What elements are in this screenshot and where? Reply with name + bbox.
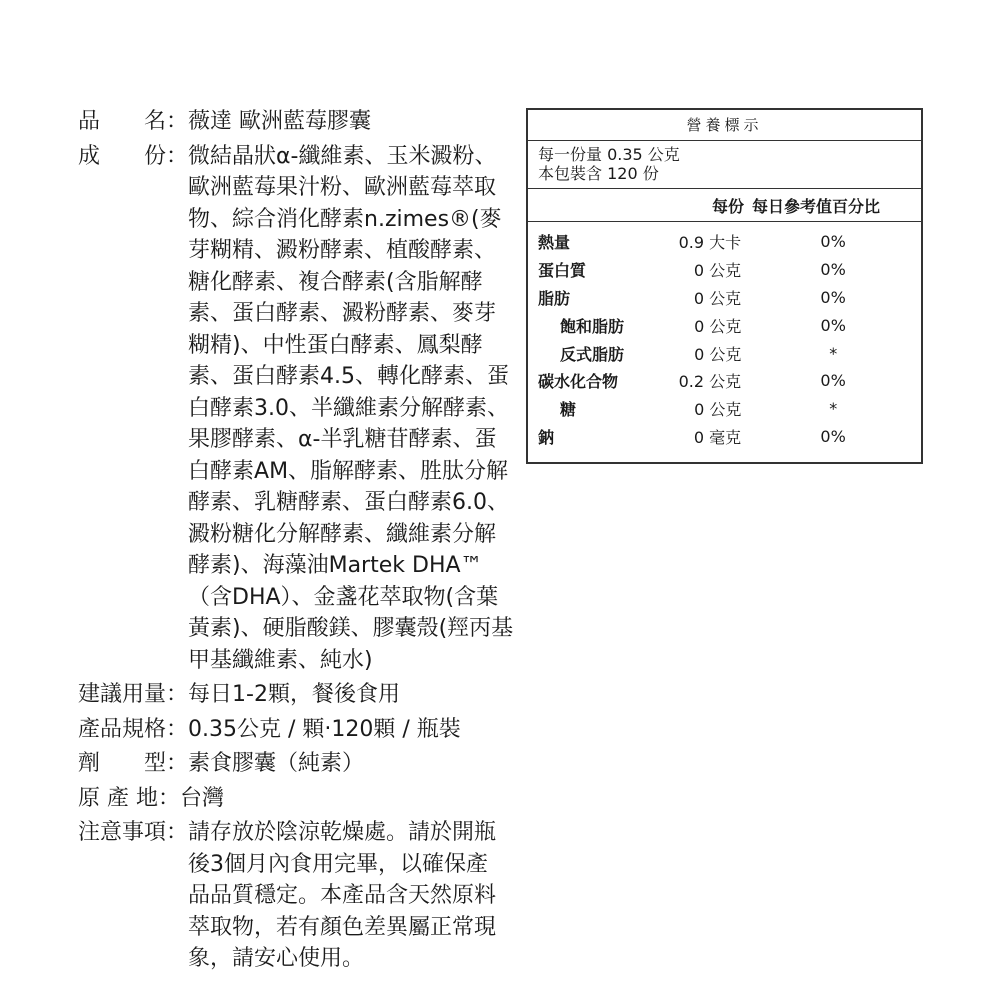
nutrition-facts-panel — [526, 108, 923, 464]
nutrition-row — [528, 367, 921, 395]
nutrient-amount: 0 公克 — [693, 261, 742, 281]
spec-text: 0.35公克 / 顆‧120顆 / 瓶裝 — [188, 716, 461, 742]
column-per-serving: 每份 — [711, 196, 744, 216]
nutrition-row — [528, 395, 921, 423]
servings-per-pack: 本包裝含 120 份 — [538, 164, 659, 183]
nutrition-row — [528, 256, 921, 284]
nutrient-pct: 0% — [820, 287, 846, 307]
nutrient-name: 糖 — [560, 400, 577, 420]
form-label: 劑 型： — [78, 751, 189, 776]
usage-text: 每日1-2顆，餐後食用 — [188, 682, 400, 707]
nutrient-pct: 0% — [820, 426, 846, 446]
nutrient-name: 飽和脂肪 — [560, 316, 625, 336]
serving-size: 每一份量 0.35 公克 — [538, 145, 680, 164]
nutrition-rows — [528, 222, 921, 450]
ingredients-row — [78, 141, 518, 677]
nutrient-pct: 0% — [820, 315, 846, 335]
form-text: 素食膠囊（純素） — [188, 751, 365, 776]
product-name-row — [78, 106, 518, 138]
origin-label: 原 產 地： — [78, 785, 180, 811]
nutrient-amount: 0.2 公克 — [678, 372, 742, 392]
nutrient-amount: 0 公克 — [693, 288, 742, 308]
nutrient-pct: 0% — [820, 260, 846, 280]
ingredients-label: 成 份： — [78, 143, 189, 169]
nutrient-name: 蛋白質 — [538, 261, 587, 281]
nutrient-pct: * — [829, 343, 838, 363]
nutrition-row — [528, 284, 921, 312]
nutrient-name: 碳水化合物 — [538, 372, 619, 392]
product-spec-block — [78, 106, 518, 978]
notes-text: 請存放於陰涼乾燥處。請於開瓶後3個月內食用完畢，以確保產品品質穩定。本產品含天然原料萃取物，若有顏色差異屬正常現象，請安心使用。 — [188, 820, 497, 971]
origin-row — [78, 783, 518, 815]
nutrient-name: 熱量 — [538, 233, 571, 253]
nutrient-amount: 0 毫克 — [693, 427, 742, 447]
product-name: 薇達 歐洲藍莓膠囊 — [188, 109, 372, 134]
nutrient-amount: 0.9 大卡 — [678, 233, 742, 253]
origin-text: 台灣 — [180, 785, 225, 811]
nutrient-amount: 0 公克 — [694, 344, 742, 364]
product-name-label: 品 名： — [78, 109, 189, 134]
form-row — [78, 748, 518, 780]
nutrition-row — [528, 423, 921, 451]
usage-row — [78, 679, 518, 711]
nutrient-amount: 0 公克 — [694, 316, 742, 336]
nutrient-name: 反式脂肪 — [560, 344, 625, 364]
nutrient-pct: * — [829, 399, 838, 419]
nutrition-row — [528, 311, 921, 339]
nutrient-name: 脂肪 — [538, 288, 571, 308]
usage-label: 建議用量： — [78, 682, 189, 707]
nutrient-name: 鈉 — [538, 427, 555, 447]
nutrition-column-header — [528, 189, 921, 222]
nutrient-pct: 0% — [820, 232, 846, 252]
nutrition-row — [528, 339, 921, 367]
spec-row — [78, 714, 518, 746]
serving-info — [528, 141, 921, 189]
nutrient-amount: 0 公克 — [694, 400, 742, 420]
column-daily-pct: 每日參考值百分比 — [752, 196, 881, 216]
nutrition-title: 營養標示 — [528, 110, 921, 141]
notes-row — [78, 817, 518, 975]
nutrition-row — [528, 228, 921, 256]
nutrient-pct: 0% — [820, 371, 846, 391]
spec-label: 產品規格： — [78, 716, 189, 742]
ingredients-text: 微結晶狀α-纖維素、玉米澱粉、歐洲藍莓果汁粉、歐洲藍莓萃取物、綜合消化酵素n.zimes®(麥芽糊精、澱粉酵素、植酸酵素、糖化酵素、複合酵素(含脂解酵素、蛋白酵素、澱粉酵素、麥芽糊精)、中性蛋白酵素、鳳梨酵素、蛋白酵素4.5、轉化酵素、蛋白酵素3.0、半纖維素分解酵素、果膠酵素、α-半乳糖苷酵素、蛋白酵素AM、脂解酵素、胜肽分解酵素、乳糖酵素、蛋白酵素6.0、澱粉糖化分解酵素、纖維素分解酵素)、海藻油Martek DHA™（含DHA）、金盞花萃取物(含葉黃素)、硬脂酸鎂、膠囊殼(羥丙基甲基纖維素、純水) — [188, 143, 514, 673]
notes-label: 注意事項： — [78, 820, 189, 845]
